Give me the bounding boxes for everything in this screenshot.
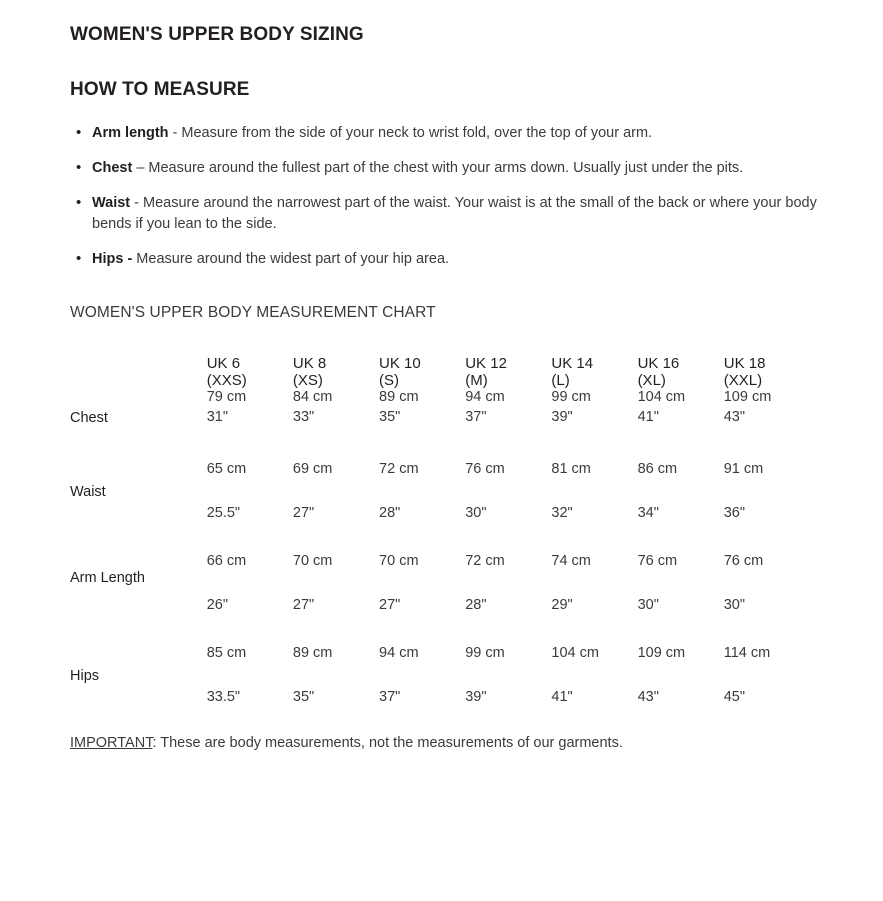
column-header-s: (S) <box>379 372 400 390</box>
cell-arm-cm-uk8: 70 cm <box>292 552 333 569</box>
cell-chest-in-uk16: 41" <box>637 408 659 425</box>
cell-hips-cm-uk12: 99 cm <box>465 644 505 661</box>
cell-hips-cm-uk14: 104 cm <box>551 644 599 661</box>
cell-chest-cm-uk10: 89 cm <box>379 389 419 406</box>
column-header-uk10: UK 10 <box>379 355 421 373</box>
table-spacer <box>70 521 810 553</box>
cell-chest-cm-uk6: 79 cm <box>206 389 247 406</box>
list-item-text: – Measure around the fullest part of the chest with your arms down. Usually just under the pits. <box>132 160 744 177</box>
list-item-text: Measure around the widest part of your hip area. <box>132 251 450 268</box>
cell-chest-in-uk18: 43" <box>723 408 746 425</box>
cell-chest-cm-uk8: 84 cm <box>292 389 333 406</box>
cell-arm-in-uk6: 26" <box>206 596 228 613</box>
cell-chest-cm-uk16: 104 cm <box>637 389 686 406</box>
table-row <box>70 461 810 477</box>
footnote <box>70 705 857 751</box>
cell-arm-cm-uk16: 76 cm <box>637 552 678 569</box>
page-title: WOMEN'S UPPER BODY SIZING <box>70 24 364 45</box>
column-header-l: (L) <box>551 372 570 390</box>
list-item-text: - Measure from the side of your neck to wrist fold, over the top of your arm. <box>168 125 653 141</box>
cell-arm-cm-uk12: 72 cm <box>465 552 505 569</box>
cell-waist-in-uk14: 32" <box>551 504 573 521</box>
cell-arm-in-uk14: 29" <box>551 596 573 613</box>
cell-waist-cm-uk6: 65 cm <box>206 460 247 477</box>
list-item <box>70 249 857 270</box>
cell-chest-cm-uk12: 94 cm <box>465 389 505 406</box>
row-label-waist-text: Waist <box>70 483 106 500</box>
row-label-waist <box>70 461 207 521</box>
list-item-label: Arm length <box>92 125 169 141</box>
cell-hips-cm-uk16: 109 cm <box>637 644 686 661</box>
cell-hips-in-uk18: 45" <box>723 688 746 705</box>
row-label-hips-text: Hips <box>70 667 100 684</box>
cell-chest-in-uk14: 39" <box>551 408 573 425</box>
cell-hips-in-uk14: 41" <box>551 688 573 705</box>
row-label-chest-text: Chest <box>70 410 108 427</box>
cell-hips-cm-uk10: 94 cm <box>379 644 419 661</box>
cell-chest-in-uk6: 31" <box>206 408 228 425</box>
footnote-text: : These are body measurements, not the measurements of our garments. <box>152 734 623 751</box>
column-header-uk16: UK 16 <box>637 355 680 373</box>
cell-waist-cm-uk10: 72 cm <box>379 460 419 477</box>
column-header-uk12: UK 12 <box>465 355 507 373</box>
list-item <box>70 193 857 235</box>
cell-waist-in-uk6: 25.5" <box>206 504 241 521</box>
row-label-chest <box>70 389 207 429</box>
how-to-measure-heading: HOW TO MEASURE <box>70 79 250 100</box>
table-row <box>70 645 810 661</box>
cell-chest-in-uk12: 37" <box>465 408 487 425</box>
table-corner-cell-alpha <box>70 372 207 389</box>
list-item <box>70 158 857 179</box>
column-header-m: (M) <box>465 372 488 390</box>
list-item-label: Hips - <box>92 251 133 268</box>
cell-chest-cm-uk14: 99 cm <box>551 389 591 406</box>
cell-waist-in-uk16: 34" <box>637 504 659 521</box>
cell-chest-cm-uk18: 109 cm <box>723 389 772 406</box>
cell-waist-in-uk18: 36" <box>723 504 746 521</box>
measurement-table <box>70 355 810 705</box>
cell-hips-in-uk8: 35" <box>292 688 315 705</box>
table-corner-cell <box>70 355 207 372</box>
cell-waist-cm-uk8: 69 cm <box>292 460 333 477</box>
cell-arm-in-uk10: 27" <box>379 596 401 613</box>
cell-arm-in-uk18: 30" <box>723 596 746 613</box>
cell-arm-cm-uk18: 76 cm <box>723 552 764 569</box>
row-label-arm-length <box>70 553 207 613</box>
cell-arm-cm-uk6: 66 cm <box>206 552 247 569</box>
cell-waist-cm-uk14: 81 cm <box>551 460 591 477</box>
table-spacer <box>70 429 810 461</box>
cell-hips-cm-uk6: 85 cm <box>206 644 247 661</box>
cell-arm-in-uk12: 28" <box>465 596 487 613</box>
table-header-row-alpha <box>70 372 810 389</box>
cell-arm-cm-uk14: 74 cm <box>551 552 591 569</box>
footnote-important-label: IMPORTANT <box>70 734 153 751</box>
table-row <box>70 389 810 409</box>
cell-chest-in-uk10: 35" <box>379 408 401 425</box>
cell-chest-in-uk8: 33" <box>292 408 315 425</box>
column-header-xxl: (XXL) <box>723 372 763 390</box>
column-header-uk18: UK 18 <box>723 355 766 373</box>
cell-waist-cm-uk18: 91 cm <box>723 460 764 477</box>
chart-caption: WOMEN'S UPPER BODY MEASUREMENT CHART <box>70 304 436 322</box>
cell-hips-in-uk10: 37" <box>379 688 401 705</box>
table-header-row-sizes <box>70 355 810 372</box>
column-header-xl: (XL) <box>637 372 666 390</box>
cell-arm-in-uk16: 30" <box>637 596 659 613</box>
cell-hips-in-uk6: 33.5" <box>206 688 241 705</box>
cell-hips-cm-uk18: 114 cm <box>723 644 771 661</box>
cell-arm-in-uk8: 27" <box>292 596 315 613</box>
list-item <box>70 123 857 144</box>
column-header-uk8: UK 8 <box>292 355 327 373</box>
list-item-label: Chest <box>92 160 133 177</box>
cell-waist-cm-uk12: 76 cm <box>465 460 505 477</box>
cell-waist-in-uk10: 28" <box>379 504 401 521</box>
cell-waist-in-uk8: 27" <box>292 504 315 521</box>
cell-hips-in-uk16: 43" <box>637 688 659 705</box>
row-label-arm-length-text: Arm Length <box>70 569 145 586</box>
list-item-label: Waist <box>92 195 131 212</box>
cell-hips-in-uk12: 39" <box>465 688 487 705</box>
table-row <box>70 553 810 569</box>
cell-hips-cm-uk8: 89 cm <box>292 644 333 661</box>
column-header-uk6: UK 6 <box>206 355 241 373</box>
how-to-measure-list <box>70 101 857 270</box>
cell-waist-in-uk12: 30" <box>465 504 487 521</box>
list-item-text: - Measure around the narrowest part of the waist. Your waist is at the small of the back or where your body bends if you lean to the side. <box>92 195 817 233</box>
row-label-hips <box>70 645 207 705</box>
column-header-xxs: (XXS) <box>206 372 247 390</box>
table-spacer <box>70 613 810 645</box>
cell-waist-cm-uk16: 86 cm <box>637 460 678 477</box>
column-header-uk14: UK 14 <box>551 355 594 373</box>
column-header-xs: (XS) <box>292 372 323 390</box>
cell-arm-cm-uk10: 70 cm <box>379 552 419 569</box>
